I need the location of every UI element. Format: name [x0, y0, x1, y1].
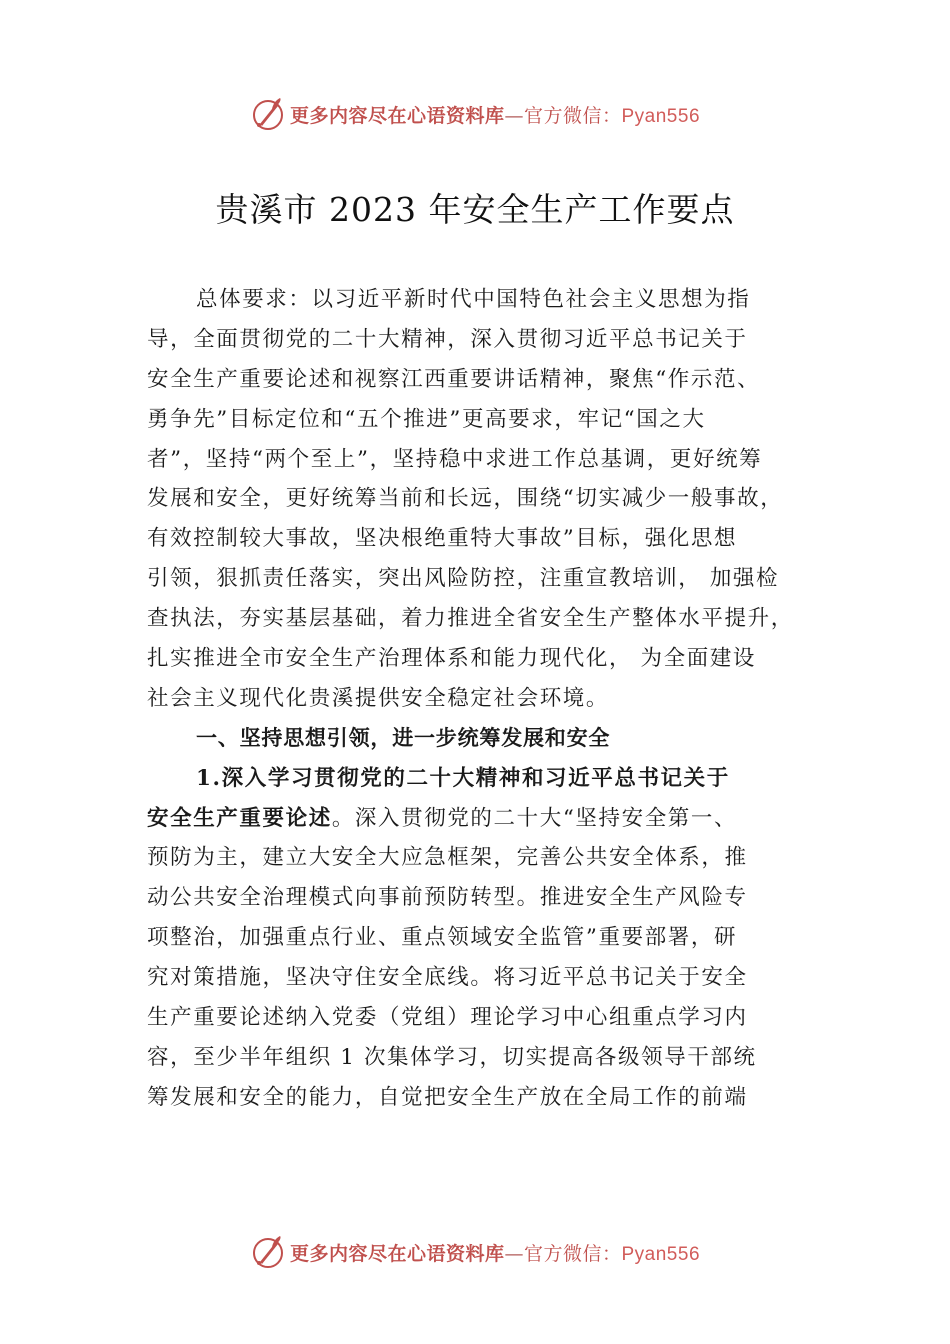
watermark-wechat-id: Pyan556 [621, 1243, 701, 1265]
header-watermark [0, 92, 950, 136]
watermark-content [250, 1234, 700, 1270]
section-heading-1: 一、坚持思想引领，进一步统筹发展和安全 [196, 725, 611, 750]
watermark-label: 官方微信： [523, 104, 622, 127]
watermark-separator: — [504, 1242, 524, 1265]
quill-logo-icon [250, 1234, 286, 1270]
document-title: 贵溪市 2023 年安全生产工作要点 [215, 190, 735, 229]
paragraph-line: 导，全面贯彻党的二十大精神，深入贯彻习近平总书记关于 [147, 326, 748, 352]
watermark-brand: 更多内容尽在心语资料库 [289, 104, 505, 127]
watermark-separator: — [504, 104, 524, 127]
item-1-line: 生产重要论述纳入党委（党组）理论学习中心组重点学习内 [147, 1005, 748, 1031]
item-1-line: 预防为主，建立大安全大应急框架，完善公共安全体系，推 [147, 845, 748, 871]
paragraph-line: 总体要求：以习近平新时代中国特色社会主义思想为指 [196, 287, 751, 312]
footer-watermark [0, 1230, 950, 1274]
item-1-text: 。深入贯彻党的二十大“坚持安全第一、 [331, 805, 738, 831]
item-1-line: 筹发展和安全的能力，自觉把安全生产放在全局工作的前端 [147, 1084, 748, 1110]
item-1-heading-line: 1.深入学习贯彻党的二十大精神和习近平总书记关于 [196, 765, 730, 791]
paragraph-line: 引领，狠抓责任落实，突出风险防控，注重宣教培训， 加强检 [147, 566, 780, 592]
item-1-line: 项整治，加强重点行业、重点领域安全监管”重要部署，研 [147, 925, 738, 951]
item-1-line: 动公共安全治理模式向事前预防转型。推进安全生产风险专 [147, 885, 748, 911]
paragraph-line: 扎实推进全市安全生产治理体系和能力现代化， 为全面建设 [147, 646, 757, 672]
paragraph-line: 发展和安全，更好统筹当前和长远，围绕“切实减少一般事故， [147, 486, 784, 512]
watermark-brand: 更多内容尽在心语资料库 [289, 1242, 505, 1265]
watermark-label: 官方微信： [523, 1242, 622, 1265]
item-1-heading-end: 安全生产重要论述 [147, 805, 332, 831]
quill-logo-icon [250, 96, 286, 132]
paragraph-line: 者”，坚持“两个至上”，坚持稳中求进工作总基调，更好统筹 [147, 446, 763, 472]
paragraph-line: 查执法，夯实基层基础，着力推进全省安全生产整体水平提升， [147, 606, 794, 632]
item-1-line [147, 799, 827, 839]
watermark-wechat-id: Pyan556 [621, 105, 701, 127]
paragraph-line: 有效控制较大事故，坚决根绝重特大事故”目标，强化思想 [147, 526, 738, 552]
watermark-content [250, 96, 700, 132]
item-1-line: 容，至少半年组织 1 次集体学习，切实提高各级领导干部统 [147, 1044, 757, 1070]
paragraph-line: 社会主义现代化贵溪提供安全稳定社会环境。 [147, 685, 610, 711]
paragraph-line: 勇争先”目标定位和“五个推进”更高要求，牢记“国之大 [147, 406, 706, 432]
document-body [147, 280, 827, 1118]
item-1-line: 究对策措施，坚决守住安全底线。将习近平总书记关于安全 [147, 965, 748, 991]
paragraph-line: 安全生产重要论述和视察江西重要讲话精神，聚焦“作示范、 [147, 366, 761, 392]
